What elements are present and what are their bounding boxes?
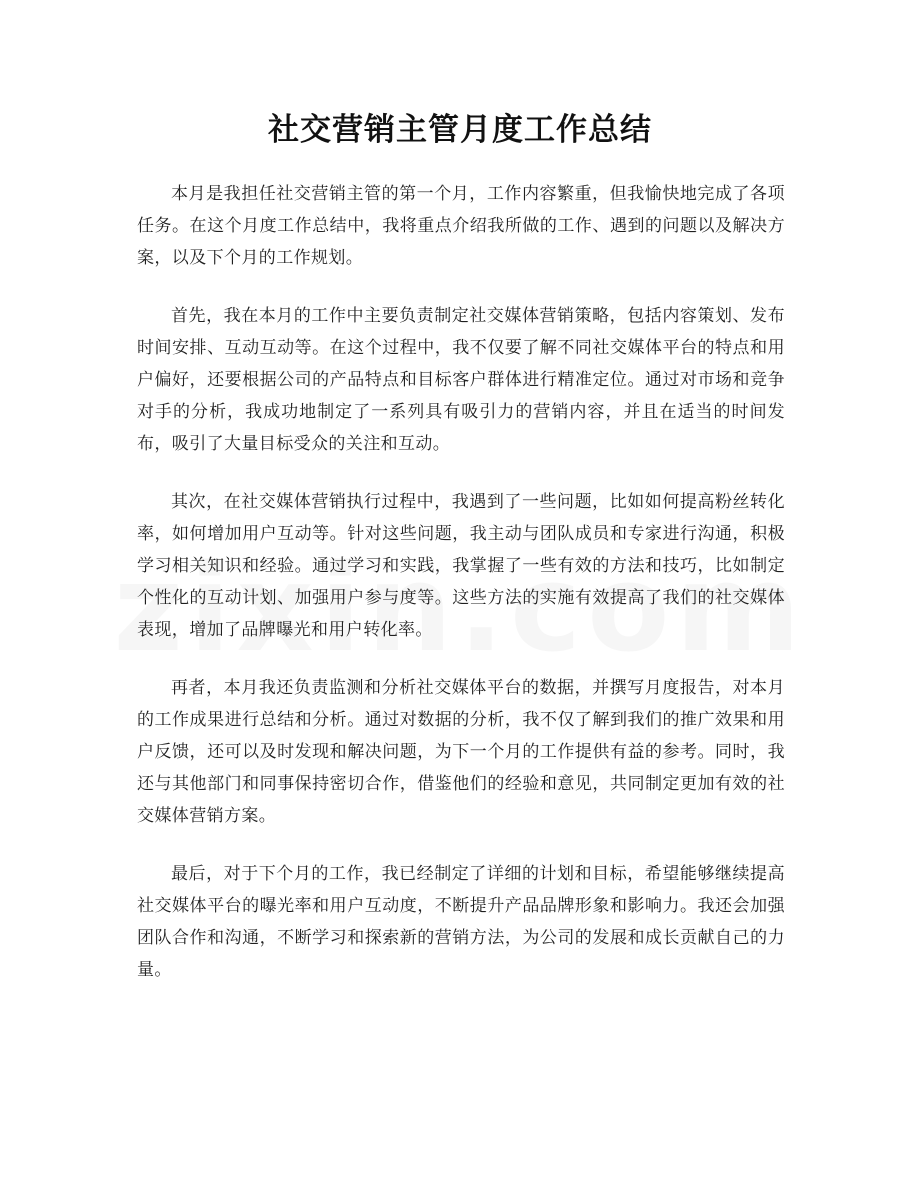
paragraph-5: 最后，对于下个月的工作，我已经制定了详细的计划和目标，希望能够继续提高社交媒体平台的曝光率和用户互动度，不断提升产品品牌形象和影响力。我还会加强团队合作和沟通，不断学习和探索新的营销方法，为公司的发展和成长贡献自己的力量。 xyxy=(137,864,785,980)
document-title: 社交营销主管月度工作总结 xyxy=(268,112,652,148)
document-body xyxy=(137,179,785,1014)
paragraph-3: 其次，在社交媒体营销执行过程中，我遇到了一些问题，比如如何提高粉丝转化率，如何增加用户互动等。针对这些问题，我主动与团队成员和专家进行沟通，积极学习相关知识和经验。通过学习和实践，我掌握了一些有效的方法和技巧，比如制定个性化的互动计划、加强用户参与度等。这些方法的实施有效提高了我们的社交媒体表现，增加了品牌曝光和用户转化率。 xyxy=(137,492,785,640)
paragraph-2: 首先，我在本月的工作中主要负责制定社交媒体营销策略，包括内容策划、发布时间安排、互动互动等。在这个过程中，我不仅要了解不同社交媒体平台的特点和用户偏好，还要根据公司的产品特点和目标客户群体进行精准定位。通过对市场和竞争对手的分析，我成功地制定了一系列具有吸引力的营销内容，并且在适当的时间发布，吸引了大量目标受众的关注和互动。 xyxy=(137,306,785,454)
paragraph-1: 本月是我担任社交营销主管的第一个月，工作内容繁重，但我愉快地完成了各项任务。在这个月度工作总结中，我将重点介绍我所做的工作、遇到的问题以及解决方案，以及下个月的工作规划。 xyxy=(137,184,785,268)
paragraph-4: 再者，本月我还负责监测和分析社交媒体平台的数据，并撰写月度报告，对本月的工作成果进行总结和分析。通过对数据的分析，我不仅了解到我们的推广效果和用户反馈，还可以及时发现和解决问题，为下一个月的工作提供有益的参考。同时，我还与其他部门和同事保持密切合作，借鉴他们的经验和意见，共同制定更加有效的社交媒体营销方案。 xyxy=(137,678,785,826)
